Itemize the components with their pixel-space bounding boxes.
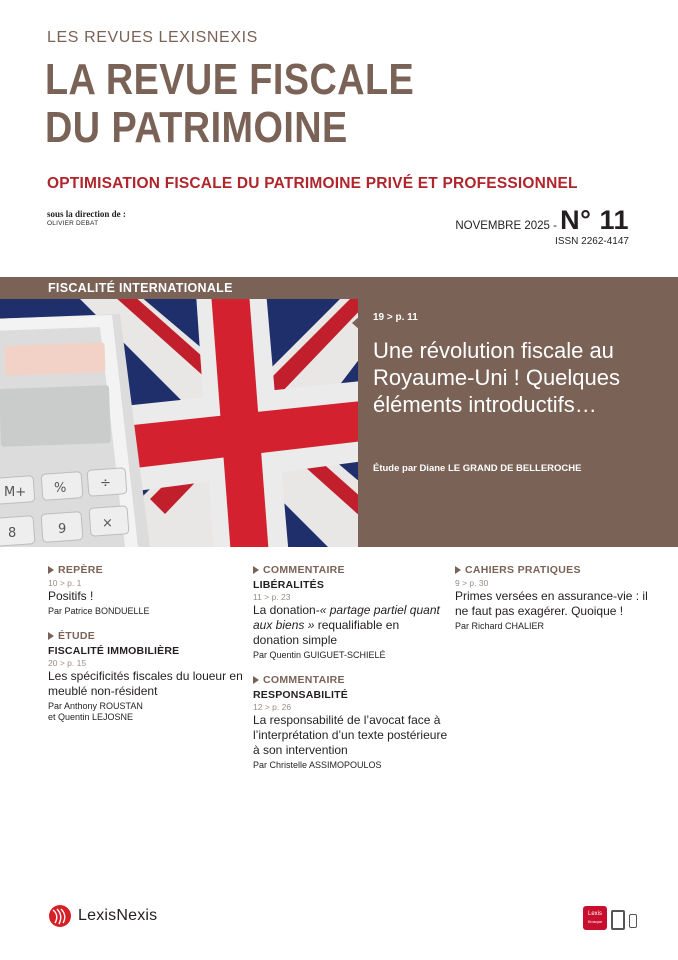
article-subject: FISCALITÉ IMMOBILIÈRE bbox=[48, 645, 180, 657]
journal-title-line-2: DU PATRIMOINE bbox=[45, 103, 348, 152]
article-title: La responsabilité de l’avocat face à l’interprétation d’un texte postérieure à son intervention bbox=[253, 713, 448, 757]
lexisnexis-emblem-icon bbox=[48, 904, 72, 928]
triangle-icon bbox=[253, 676, 259, 684]
feature-article[interactable] bbox=[360, 299, 678, 547]
article-ref: 11 > p. 23 bbox=[253, 592, 291, 602]
editorial-direction bbox=[47, 210, 126, 228]
section-heading: COMMENTAIRE bbox=[253, 563, 448, 577]
app-badge-icon: Lexis Kiosque bbox=[583, 906, 607, 930]
article-subject: LIBÉRALITÉS bbox=[253, 579, 325, 591]
feature-category-tab bbox=[0, 277, 358, 299]
key-9: 9 bbox=[58, 522, 67, 537]
pointer-arrow bbox=[352, 315, 361, 331]
lexisnexis-logo bbox=[48, 904, 157, 928]
issue-info bbox=[455, 205, 629, 247]
section-heading: ÉTUDE bbox=[48, 629, 243, 643]
direction-name: OLIVIER DEBAT bbox=[47, 220, 99, 227]
journal-subtitle: OPTIMISATION FISCALE DU PATRIMOINE PRIVÉ ET PROFESSIONNEL bbox=[47, 175, 578, 192]
article-author: Par Patrice BONDUELLE bbox=[48, 606, 150, 616]
triangle-icon bbox=[455, 566, 461, 574]
direction-label: sous la direction de : bbox=[47, 209, 126, 219]
issue-number: N° 11 bbox=[560, 205, 629, 235]
article-ref: 20 > p. 15 bbox=[48, 658, 87, 668]
article-title: La donation-« partage partiel quant aux biens » requalifiable en donation simple bbox=[253, 603, 440, 647]
tablet-icon bbox=[611, 910, 625, 930]
phone-icon bbox=[629, 914, 637, 928]
section-heading: COMMENTAIRE bbox=[253, 673, 448, 687]
article-ref: 10 > p. 1 bbox=[48, 578, 82, 588]
article-title: Les spécificités fiscales du loueur en meublé non-résident bbox=[48, 669, 243, 698]
key-8: 8 bbox=[8, 526, 17, 541]
article-title: Positifs ! bbox=[48, 589, 94, 603]
key-mplus: M+ bbox=[4, 485, 27, 500]
article-author: et Quentin LEJOSNE bbox=[48, 712, 134, 722]
column-1 bbox=[48, 563, 243, 735]
article-etude[interactable] bbox=[48, 629, 243, 723]
key-divide: ÷ bbox=[100, 476, 111, 491]
column-3 bbox=[455, 563, 650, 644]
devices-badge bbox=[583, 906, 637, 930]
column-2 bbox=[253, 563, 448, 783]
feature-ref: 19 > p. 11 bbox=[373, 312, 418, 323]
key-percent: % bbox=[54, 481, 67, 496]
logo-text: LexisNexis bbox=[78, 907, 158, 924]
series-name: LES REVUES LEXISNEXIS bbox=[47, 29, 258, 46]
article-cahiers-pratiques[interactable] bbox=[455, 563, 650, 632]
journal-title bbox=[45, 56, 414, 152]
feature-title: Une révolution fiscale au Royaume-Uni ! Quelques éléments introductifs… bbox=[373, 338, 621, 417]
article-author: Par Anthony ROUSTAN bbox=[48, 701, 143, 711]
article-subject: RESPONSABILITÉ bbox=[253, 689, 348, 701]
journal-title-line-1: LA REVUE FISCALE bbox=[45, 55, 415, 104]
key-times: × bbox=[102, 516, 113, 531]
feature-author: Étude par Diane LE GRAND DE BELLEROCHE bbox=[373, 463, 582, 474]
issn: ISSN 2262-4147 bbox=[555, 236, 629, 247]
section-heading: CAHIERS PRATIQUES bbox=[455, 563, 650, 577]
article-author: Par Christelle ASSIMOPOULOS bbox=[253, 760, 382, 770]
article-title: Primes versées en assurance-vie : il ne faut pas exagérer. Quoique ! bbox=[455, 589, 648, 618]
issue-date: NOVEMBRE 2025 - bbox=[455, 220, 561, 232]
article-ref: 9 > p. 30 bbox=[455, 578, 489, 588]
article-liberalites[interactable] bbox=[253, 563, 448, 661]
feature-category: FISCALITÉ INTERNATIONALE bbox=[48, 281, 233, 295]
article-ref: 12 > p. 26 bbox=[253, 702, 292, 712]
feature-photo bbox=[0, 299, 358, 547]
article-responsabilite[interactable] bbox=[253, 673, 448, 771]
triangle-icon bbox=[253, 566, 259, 574]
triangle-icon bbox=[48, 566, 54, 574]
article-author: Par Quentin GUIGUET-SCHIELÉ bbox=[253, 650, 386, 660]
article-author: Par Richard CHALIER bbox=[455, 621, 545, 631]
article-repere[interactable] bbox=[48, 563, 243, 617]
triangle-icon bbox=[48, 632, 54, 640]
section-heading: REPÈRE bbox=[48, 563, 243, 577]
